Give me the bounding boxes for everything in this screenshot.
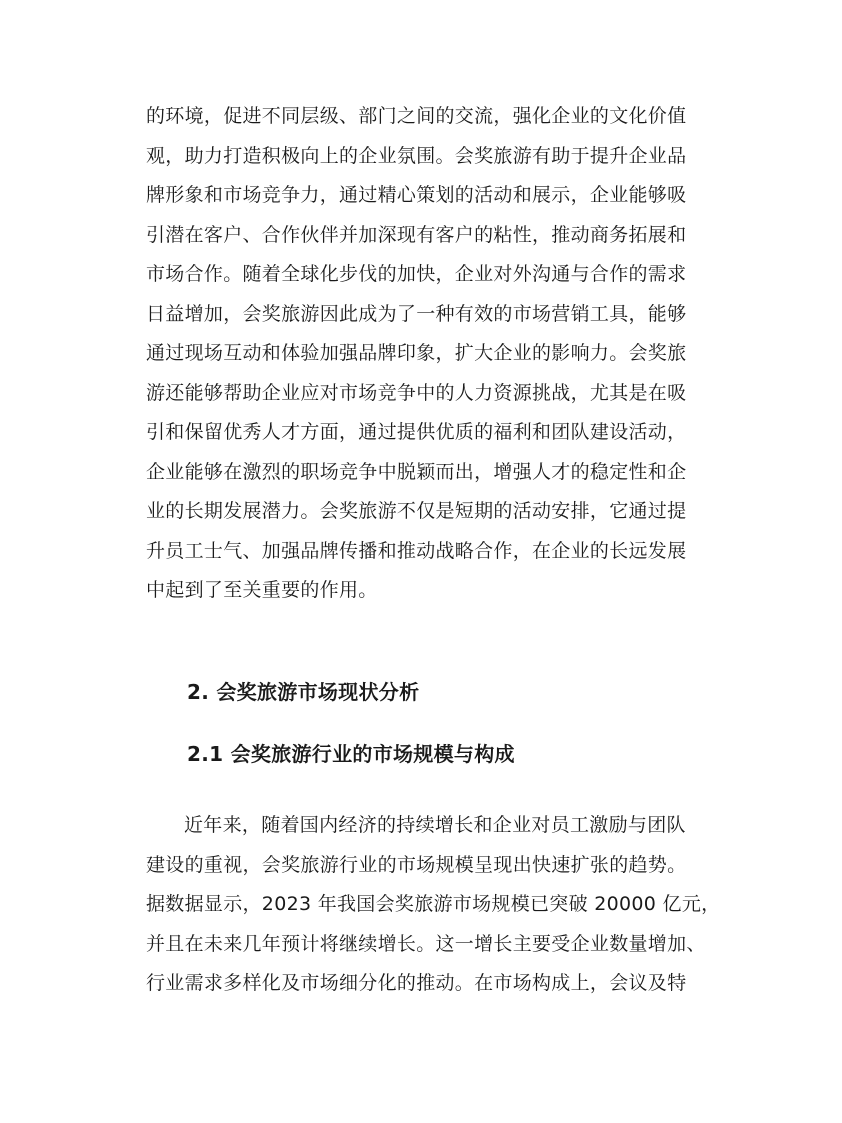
- body-paragraph-2: [146, 806, 721, 1004]
- paragraph-line: 企业能够在激烈的职场竞争中脱颖而出，增强人才的稳定性和企: [146, 460, 687, 483]
- paragraph-line: 观，助力打造积极向上的企业氛围。会奖旅游有助于提升企业品: [146, 144, 687, 167]
- body-paragraph-1: [146, 97, 706, 611]
- paragraph-line: 游还能够帮助企业应对市场竞争中的人力资源挑战，尤其是在吸: [146, 381, 687, 404]
- paragraph-line: 引潜在客户、合作伙伴并加深现有客户的粘性，推动商务拓展和: [146, 223, 687, 246]
- paragraph-line: 通过现场互动和体验加强品牌印象，扩大企业的影响力。会奖旅: [146, 342, 687, 364]
- paragraph-line: 近年来，随着国内经济的持续增长和企业对员工激励与团队: [184, 814, 686, 836]
- paragraph-line: 中起到了至关重要的作用。: [146, 579, 378, 601]
- paragraph-line: 据数据显示，2023 年我国会奖旅游市场规模已突破 20000 亿元，: [146, 893, 721, 915]
- paragraph-line: 市场合作。随着全球化步伐的加快，企业对外沟通与合作的需求: [146, 263, 687, 285]
- paragraph-line: 建设的重视，会奖旅游行业的市场规模呈现出快速扩张的趋势。: [146, 853, 687, 876]
- paragraph-line: 业的长期发展潜力。会奖旅游不仅是短期的活动安排，它通过提: [146, 500, 687, 522]
- paragraph-line: 的环境，促进不同层级、部门之间的交流，强化企业的文化价值: [146, 105, 687, 127]
- paragraph-line: 牌形象和市场竞争力，通过精心策划的活动和展示，企业能够吸: [146, 184, 687, 206]
- paragraph-line: 并且在未来几年预计将继续增长。这一增长主要受企业数量增加、: [146, 932, 706, 955]
- subsection-heading: 2.1 会奖旅游行业的市场规模与构成: [187, 742, 515, 766]
- paragraph-line: 升员工士气、加强品牌传播和推动战略合作，在企业的长远发展: [146, 539, 687, 562]
- paragraph-line: 日益增加，会奖旅游因此成为了一种有效的市场营销工具，能够: [146, 302, 687, 325]
- section-heading: 2. 会奖旅游市场现状分析: [187, 680, 420, 704]
- paragraph-line: 引和保留优秀人才方面，通过提供优质的福利和团队建设活动，: [146, 421, 687, 443]
- paragraph-line: 行业需求多样化及市场细分化的推动。在市场构成上，会议及特: [146, 972, 687, 994]
